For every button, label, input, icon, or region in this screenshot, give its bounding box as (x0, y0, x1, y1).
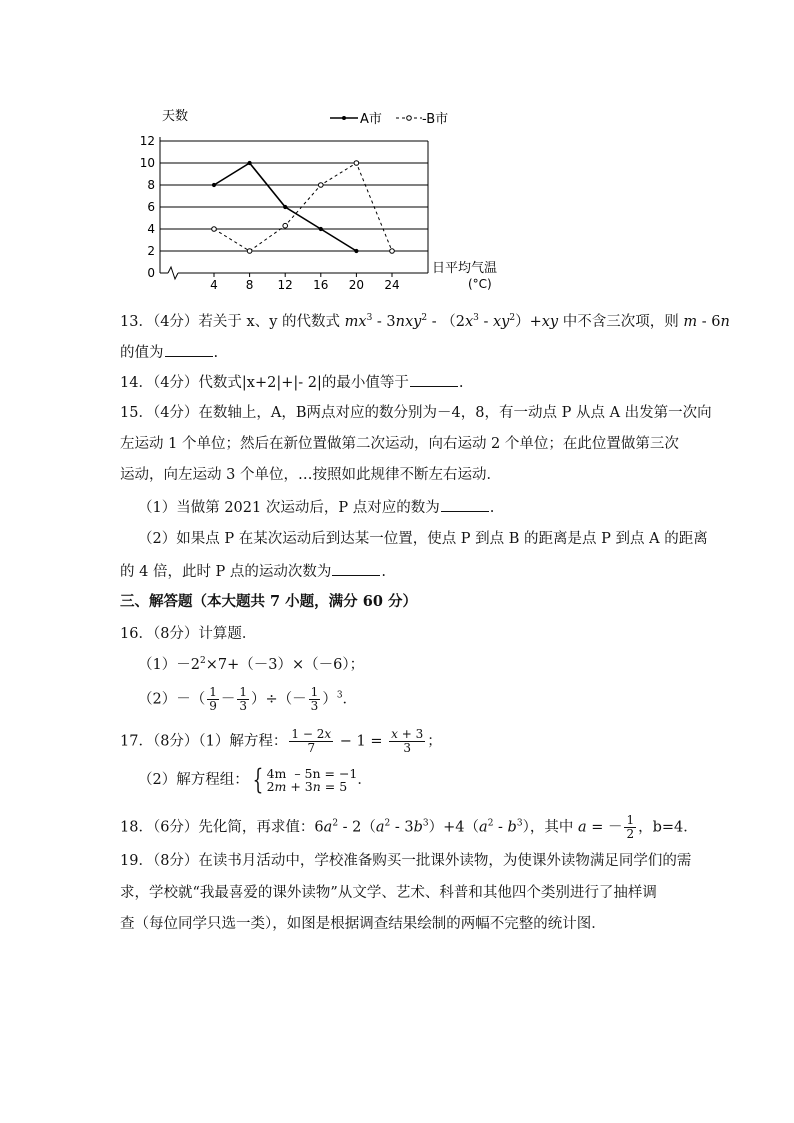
q15-sub2a: （2）如果点 P 在某次运动后到达某一位置，使点 P 到点 B 的距离是点 P 到点 A 的距离 (138, 531, 708, 547)
question-18: 18．（6分）先化简，再求值：$6a^2 - 2(a^2 - 3b^3)+4(a^2 - b^3)$，其中 a = － $\frac{1}{2}$ ，b=4． (120, 813, 698, 841)
q18-text-a: 18．（6分）先化简，再求值：6 (120, 819, 324, 836)
q14-text-a: 14．（4分）代数式|x+2|+| (120, 375, 299, 391)
q15-line2: 左运动 1 个单位；然后在新位置做第二次运动，向右运动 2 个单位；在此位置做第三次 (120, 436, 679, 452)
data-point-b (390, 249, 395, 254)
x-tick-label: 24 (384, 278, 400, 292)
y-tick-label: 10 (139, 156, 155, 170)
q13-period: . (213, 345, 219, 361)
q16-p2-label: （2） (138, 691, 177, 708)
data-point-a (212, 183, 216, 187)
q17-p2-label: （2）解方程组： (138, 772, 249, 788)
q13-answer-blank[interactable] (165, 342, 213, 357)
data-point-b (354, 161, 359, 166)
x-axis-unit: (°C) (468, 277, 492, 291)
q14-text-b: - 2|的最小值等于 (298, 375, 409, 391)
q19-line1: 19．（8分）在读书月活动中，学校准备购买一批课外读物，为使课外读物满足同学们的需 (120, 853, 692, 869)
legend-marker-a (342, 116, 346, 120)
q16-part2: （2）－（ $\frac{1}{9}$ － $\frac{1}{3}$ ）÷（－ $\frac{1}{3}$ ）$^3$． (138, 685, 358, 713)
q16-part1: $(1)-2^2\times 7+(-3)\times(-6)$； (138, 656, 365, 673)
frac-1-9: $\frac{1}{9}$ (209, 685, 217, 713)
temperature-line-chart (130, 100, 530, 300)
q15-sub1-period: . (489, 500, 495, 516)
q17-title: 17．（8分）（1）解方程： (120, 733, 288, 750)
q16-title: 16．（8分）计算题． (120, 626, 257, 642)
y-tick-label: 4 (147, 222, 155, 236)
data-point-b (319, 183, 324, 188)
q15-sub2-period: . (381, 564, 387, 580)
q13-tail: 中不含三次项，则 (562, 314, 679, 330)
x-tick-label: 8 (245, 278, 254, 292)
legend-marker-b (407, 116, 412, 121)
q18-text-b: ，其中 (529, 819, 574, 836)
q15-sub1-blank[interactable] (441, 497, 489, 512)
x-tick-label: 20 (348, 278, 365, 292)
q16-p1-label: （1） (138, 657, 177, 673)
q13-text: 13．（4分）若关于 x、y 的代数式 (120, 314, 341, 330)
y-axis-label: 天数 (162, 109, 189, 124)
data-point-a (319, 227, 323, 231)
y-tick-label: 12 (139, 134, 155, 148)
q15-line3: 运动，向左运动 3 个单位，…按照如此规律不断左右运动． (120, 467, 501, 483)
equation-system: 4m – 5n = −1 2m + 3n = 5 (266, 766, 358, 794)
data-point-b (212, 227, 217, 232)
q15-line1: 15．（4分）在数轴上，A，B两点对应的数分别为－4，8，有一动点 P 从点 A 出发第一次向 (120, 405, 712, 421)
frac-1-2: $\frac{1}{2}$ (626, 813, 635, 841)
q15-sub2b-text: 的 4 倍，此时 P 点的运动次数为 (120, 564, 332, 580)
frac-1-2x-over-7: $\frac{1 - 2x}{7}$ (291, 727, 332, 755)
data-point-b (247, 249, 252, 254)
data-point-b (283, 223, 288, 228)
q15-sub1-text: （1）当做第 2021 次运动后，P 点对应的数为 (138, 500, 440, 516)
q14-period: . (458, 375, 464, 391)
y-tick-label: 0 (147, 266, 155, 280)
question-13: 13．（4分）若关于 x、y 的代数式 $mx^3 - 3nxy^2 - (2x^3 - xy^2)+xy$ 中不含三次项，则 m - 6n (120, 313, 730, 330)
q13-answer-prefix: 的值为 (120, 345, 164, 361)
frac-1-3b: $\frac{1}{3}$ (310, 685, 319, 713)
x-tick-label: 4 (210, 278, 218, 292)
q19-line2: 求，学校就“我最喜爱的课外读物”从文学、艺术、科普和其他四个类别进行了抽样调 (120, 885, 657, 901)
section-3-heading: 三、解答题（本大题共 7 小题，满分 60 分） (120, 593, 417, 610)
q15-sub2-blank[interactable] (332, 561, 380, 576)
y-tick-label: 8 (147, 178, 155, 192)
data-point-a (248, 161, 252, 165)
question-14 (120, 372, 464, 393)
x-tick-label: 16 (313, 278, 329, 292)
data-point-a (354, 249, 358, 253)
q17-part1: 17．（8分）（1）解方程： $\frac{1 - 2x}{7}$ − 1 = $\frac{x + 3}{3}$ ； (120, 727, 442, 755)
question-13-cont (120, 342, 218, 363)
x-tick-label: 12 (277, 278, 293, 292)
system-brace: { (252, 763, 263, 796)
q15-sub2b (120, 561, 386, 582)
q15-sub1 (138, 497, 494, 518)
frac-x3-over-3: $\frac{x + 3}{3}$ (391, 727, 424, 755)
q17-part2: （2）解方程组： { 4m – 5n = −1 2m + 3n = 5 ． (138, 763, 372, 796)
legend-label-a: A市 (360, 112, 382, 127)
q18-text-c: ，b=4． (638, 819, 698, 836)
legend-label-b: -B市 (422, 112, 449, 127)
q14-answer-blank[interactable] (410, 372, 458, 387)
y-tick-label: 2 (147, 244, 155, 258)
q19-line3: 查（每位同学只选一类），如图是根据调查结果绘制的两幅不完整的统计图． (120, 916, 606, 932)
y-tick-label: 6 (147, 200, 155, 214)
frac-1-3: $\frac{1}{3}$ (239, 685, 248, 713)
x-axis-label: 日平均气温 (432, 261, 498, 276)
data-point-a (283, 205, 287, 209)
x-axis-break (168, 267, 178, 279)
